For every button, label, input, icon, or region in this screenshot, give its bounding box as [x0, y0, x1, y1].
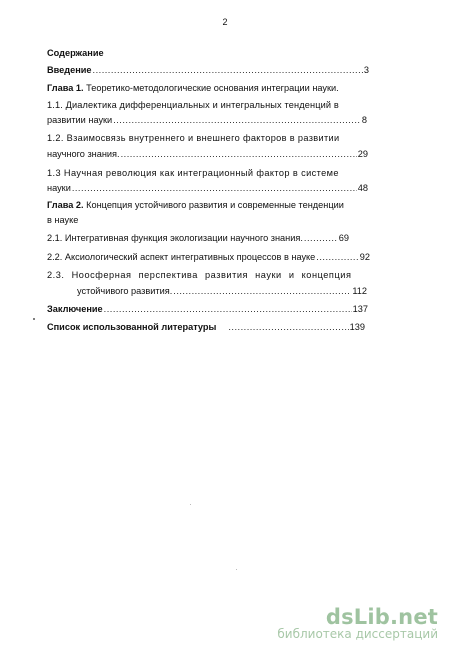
toc-entry-label: научного знания.: [47, 149, 120, 159]
leader-dots: [316, 251, 358, 263]
toc-entry-1-2: [47, 148, 368, 160]
toc-entry-1-2-line1: 1.2. Взаимосвязь внутреннего и внешнего факторов в развитии: [47, 133, 340, 143]
toc-entry-page: 8: [361, 115, 367, 125]
chapter-label: Глава 2.: [47, 200, 84, 210]
toc-heading: Содержание: [47, 48, 104, 58]
watermark-logo: dsLib.net: [325, 605, 438, 629]
toc-entry-page: 112: [352, 286, 367, 296]
toc-entry-page: 3: [363, 65, 369, 75]
toc-entry-2-3: [77, 285, 367, 297]
leader-dots: [113, 114, 361, 126]
scan-speck: [236, 569, 237, 570]
page-number: 2: [222, 17, 228, 27]
toc-entry-label: развитии науки: [47, 115, 113, 125]
toc-entry-label: Заключение: [47, 304, 103, 314]
toc-entry-references: [47, 321, 365, 333]
leader-dots: [104, 303, 352, 315]
leader-dots: [72, 182, 357, 194]
toc-entry-1-3-line1: 1.3 Научная революция как интеграционный фактор в системе: [47, 168, 339, 178]
toc-entry-page: 29: [357, 149, 368, 159]
watermark: [277, 605, 438, 641]
toc-chapter-1: [47, 82, 339, 94]
toc-entry-intro: [47, 64, 369, 76]
chapter-title: Концепция устойчивого развития и современные тенденции: [86, 200, 344, 210]
toc-entry-2-3-line1: 2.3. Ноосферная перспектива развития науки и концепция: [47, 270, 352, 280]
toc-chapter-2: [47, 199, 344, 211]
toc-entry-label: Список использованной литературы: [47, 322, 217, 332]
toc-entry-2-1: [47, 232, 349, 244]
toc-entry-1-1: [47, 114, 367, 126]
toc-entry-page: 48: [357, 183, 368, 193]
toc-entry-label: 2.1. Интегративная функция экологизации научного знания.: [47, 233, 303, 243]
chapter-title: Теоретико-методологические основания интеграции науки.: [86, 83, 339, 93]
toc-entry-page: 137: [352, 304, 368, 314]
toc-entry-2-2: [47, 251, 370, 263]
watermark-subtitle: библиотека диссертаций: [277, 627, 438, 641]
toc-chapter-2-line2: в науке: [47, 215, 79, 225]
toc-entry-label: науки: [47, 183, 71, 193]
toc-entry-label: 2.2. Аксиологический аспект интегративных процессов в науке: [47, 252, 316, 262]
toc-entry-1-1-line1: 1.1. Диалектика дифференциальных и интегральных тенденций в: [47, 100, 339, 110]
leader-dots: [93, 64, 363, 76]
toc-entry-label: устойчивого развития.: [77, 286, 173, 296]
toc-entry-1-3: [47, 182, 368, 194]
chapter-label: Глава 1.: [47, 83, 84, 93]
toc-entry-label: Введение: [47, 65, 92, 75]
leader-dots: [228, 321, 348, 333]
leader-dots: [121, 148, 357, 160]
leader-dots: [304, 232, 338, 244]
scan-speck: [190, 504, 191, 505]
scan-speck: [33, 318, 35, 320]
toc-entry-page: 69: [338, 233, 349, 243]
toc-entry-page: 139: [349, 322, 365, 332]
toc-entry-page: 92: [359, 252, 370, 262]
toc-entry-conclusion: [47, 303, 368, 315]
leader-dots: [173, 285, 351, 297]
